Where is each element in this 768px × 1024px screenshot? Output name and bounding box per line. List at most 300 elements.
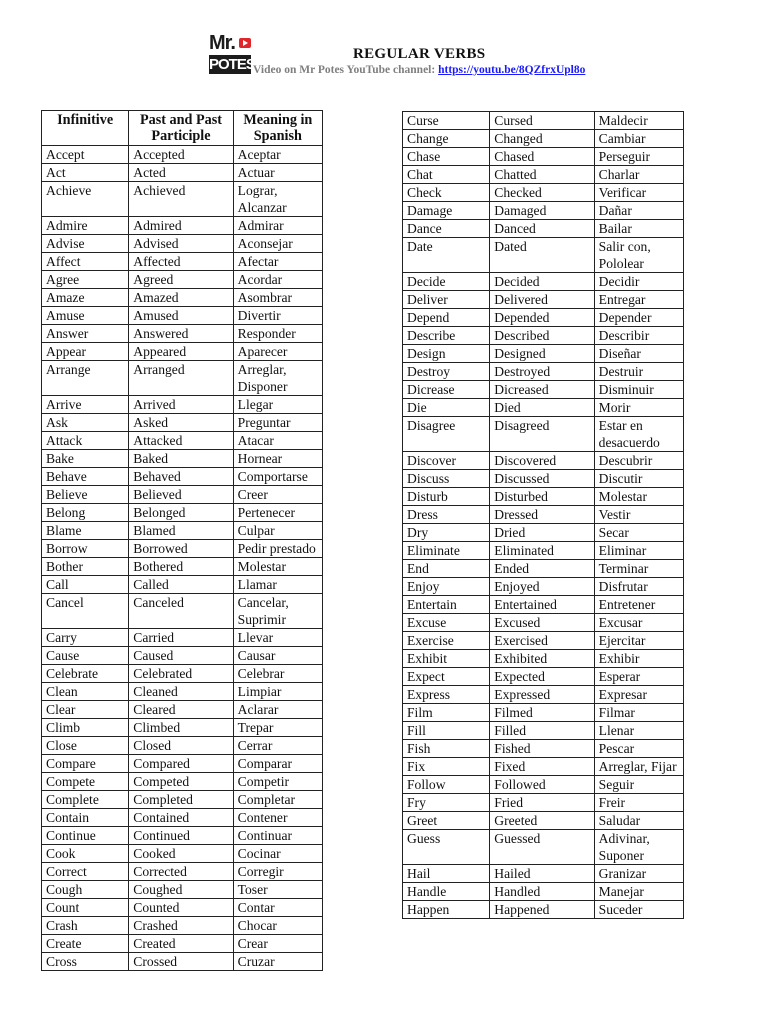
table-row	[42, 773, 323, 791]
table-row	[403, 452, 684, 470]
cell-past: Hailed	[490, 865, 594, 883]
cell-spanish: Disfrutar	[594, 578, 683, 596]
cell-past: Fished	[490, 740, 594, 758]
table-row	[42, 432, 323, 450]
cell-infinitive: Discuss	[403, 470, 490, 488]
cell-infinitive: Fill	[403, 722, 490, 740]
cell-past: Fried	[490, 794, 594, 812]
table-row	[403, 381, 684, 399]
cell-infinitive: Check	[403, 184, 490, 202]
cell-spanish: Contener	[233, 809, 322, 827]
table-row	[403, 542, 684, 560]
table-row	[42, 594, 323, 629]
cell-past: Expressed	[490, 686, 594, 704]
cell-infinitive: Exhibit	[403, 650, 490, 668]
table-row	[403, 722, 684, 740]
table-row	[42, 827, 323, 845]
table-row	[403, 166, 684, 184]
cell-spanish: Causar	[233, 647, 322, 665]
cell-spanish: Depender	[594, 309, 683, 327]
table-row	[42, 253, 323, 271]
cell-infinitive: Continue	[42, 827, 129, 845]
table-row	[403, 184, 684, 202]
cell-infinitive: Disagree	[403, 417, 490, 452]
table-row	[42, 307, 323, 325]
cell-spanish: Comparar	[233, 755, 322, 773]
cell-spanish: Llamar	[233, 576, 322, 594]
cell-spanish: Diseñar	[594, 345, 683, 363]
cell-past: Eliminated	[490, 542, 594, 560]
table-row	[403, 830, 684, 865]
table-row	[42, 809, 323, 827]
cell-infinitive: Chat	[403, 166, 490, 184]
table-row	[403, 220, 684, 238]
cell-past: Baked	[129, 450, 233, 468]
cell-infinitive: Curse	[403, 112, 490, 130]
cell-spanish: Cancelar, Suprimir	[233, 594, 322, 629]
cell-past: Attacked	[129, 432, 233, 450]
cell-past: Designed	[490, 345, 594, 363]
cell-spanish: Ejercitar	[594, 632, 683, 650]
cell-past: Described	[490, 327, 594, 345]
table-row	[42, 414, 323, 432]
logo-mr-text: Mr.	[209, 32, 235, 54]
cell-infinitive: Admire	[42, 217, 129, 235]
cell-infinitive: Agree	[42, 271, 129, 289]
cell-infinitive: Decide	[403, 273, 490, 291]
cell-past: Exhibited	[490, 650, 594, 668]
cell-past: Caused	[129, 647, 233, 665]
cell-spanish: Aclarar	[233, 701, 322, 719]
cell-past: Handled	[490, 883, 594, 901]
cell-past: Dicreased	[490, 381, 594, 399]
cell-spanish: Excusar	[594, 614, 683, 632]
cell-spanish: Dañar	[594, 202, 683, 220]
cell-past: Cursed	[490, 112, 594, 130]
cell-infinitive: Behave	[42, 468, 129, 486]
left-table-body	[42, 146, 323, 971]
table-row	[42, 719, 323, 737]
table-row	[42, 863, 323, 881]
cell-spanish: Culpar	[233, 522, 322, 540]
cell-infinitive: Dress	[403, 506, 490, 524]
cell-spanish: Eliminar	[594, 542, 683, 560]
table-row	[42, 343, 323, 361]
cell-spanish: Granizar	[594, 865, 683, 883]
cell-spanish: Secar	[594, 524, 683, 542]
cell-past: Died	[490, 399, 594, 417]
table-row	[403, 238, 684, 273]
cell-spanish: Contar	[233, 899, 322, 917]
cell-spanish: Limpiar	[233, 683, 322, 701]
cell-spanish: Cerrar	[233, 737, 322, 755]
page-title: REGULAR VERBS	[353, 46, 486, 62]
table-row	[42, 146, 323, 164]
cell-infinitive: Fix	[403, 758, 490, 776]
cell-spanish: Completar	[233, 791, 322, 809]
table-row	[42, 235, 323, 253]
cell-spanish: Bailar	[594, 220, 683, 238]
cell-infinitive: Compete	[42, 773, 129, 791]
table-row	[403, 686, 684, 704]
cell-spanish: Suceder	[594, 901, 683, 919]
table-row	[42, 504, 323, 522]
cell-infinitive: Affect	[42, 253, 129, 271]
cell-spanish: Pedir prestado	[233, 540, 322, 558]
cell-spanish: Molestar	[594, 488, 683, 506]
cell-spanish: Descubrir	[594, 452, 683, 470]
logo-top	[209, 34, 251, 55]
table-row	[403, 578, 684, 596]
table-row	[403, 202, 684, 220]
cell-past: Amazed	[129, 289, 233, 307]
cell-infinitive: Complete	[42, 791, 129, 809]
cell-past: Blamed	[129, 522, 233, 540]
table-row	[403, 470, 684, 488]
cell-spanish: Hornear	[233, 450, 322, 468]
cell-past: Disagreed	[490, 417, 594, 452]
cell-spanish: Responder	[233, 325, 322, 343]
cell-past: Advised	[129, 235, 233, 253]
cell-infinitive: Correct	[42, 863, 129, 881]
cell-past: Destroyed	[490, 363, 594, 381]
cell-past: Crossed	[129, 953, 233, 971]
cell-spanish: Acordar	[233, 271, 322, 289]
cell-infinitive: Fry	[403, 794, 490, 812]
cell-past: Entertained	[490, 596, 594, 614]
table-row	[403, 112, 684, 130]
table-row	[42, 701, 323, 719]
cell-spanish: Saludar	[594, 812, 683, 830]
cell-infinitive: Eliminate	[403, 542, 490, 560]
cell-spanish: Salir con, Pololear	[594, 238, 683, 273]
cell-infinitive: Excuse	[403, 614, 490, 632]
cell-infinitive: Exercise	[403, 632, 490, 650]
cell-past: Dated	[490, 238, 594, 273]
cell-spanish: Trepar	[233, 719, 322, 737]
table-row	[403, 632, 684, 650]
table-row	[42, 289, 323, 307]
cell-past: Admired	[129, 217, 233, 235]
cell-spanish: Chocar	[233, 917, 322, 935]
cell-past: Danced	[490, 220, 594, 238]
cell-past: Acted	[129, 164, 233, 182]
cell-infinitive: Accept	[42, 146, 129, 164]
cell-past: Chatted	[490, 166, 594, 184]
table-row	[403, 327, 684, 345]
cell-infinitive: Carry	[42, 629, 129, 647]
cell-spanish: Crear	[233, 935, 322, 953]
table-row	[42, 576, 323, 594]
cell-spanish: Arreglar, Disponer	[233, 361, 322, 396]
cell-infinitive: Answer	[42, 325, 129, 343]
table-row	[403, 363, 684, 381]
cell-spanish: Verificar	[594, 184, 683, 202]
table-row	[42, 325, 323, 343]
cell-past: Contained	[129, 809, 233, 827]
cell-past: Greeted	[490, 812, 594, 830]
cell-infinitive: Expect	[403, 668, 490, 686]
table-row	[42, 450, 323, 468]
cell-spanish: Freir	[594, 794, 683, 812]
cell-spanish: Llegar	[233, 396, 322, 414]
cell-infinitive: Deliver	[403, 291, 490, 309]
cell-spanish: Toser	[233, 881, 322, 899]
cell-infinitive: Dicrease	[403, 381, 490, 399]
cell-infinitive: Entertain	[403, 596, 490, 614]
cell-past: Followed	[490, 776, 594, 794]
cell-past: Dressed	[490, 506, 594, 524]
cell-spanish: Corregir	[233, 863, 322, 881]
cell-infinitive: Follow	[403, 776, 490, 794]
table-row	[403, 865, 684, 883]
cell-infinitive: Climb	[42, 719, 129, 737]
table-row	[403, 901, 684, 919]
cell-past: Exercised	[490, 632, 594, 650]
mr-potes-logo	[209, 32, 255, 74]
cell-spanish: Vestir	[594, 506, 683, 524]
cell-past: Decided	[490, 273, 594, 291]
cell-infinitive: Discover	[403, 452, 490, 470]
cell-spanish: Maldecir	[594, 112, 683, 130]
cell-spanish: Aparecer	[233, 343, 322, 361]
cell-infinitive: Believe	[42, 486, 129, 504]
cell-infinitive: Greet	[403, 812, 490, 830]
cell-spanish: Entregar	[594, 291, 683, 309]
cell-past: Completed	[129, 791, 233, 809]
cell-past: Agreed	[129, 271, 233, 289]
cell-infinitive: Attack	[42, 432, 129, 450]
cell-infinitive: Bother	[42, 558, 129, 576]
cell-infinitive: Act	[42, 164, 129, 182]
header-past: Past and Past Participle	[129, 111, 233, 146]
cell-past: Discussed	[490, 470, 594, 488]
table-row	[42, 217, 323, 235]
table-row	[42, 737, 323, 755]
table-row	[403, 704, 684, 722]
cell-spanish: Preguntar	[233, 414, 322, 432]
cell-past: Cooked	[129, 845, 233, 863]
cell-infinitive: Create	[42, 935, 129, 953]
header-spanish: Meaning in Spanish	[233, 111, 322, 146]
cell-past: Competed	[129, 773, 233, 791]
cell-spanish: Atacar	[233, 432, 322, 450]
cell-past: Expected	[490, 668, 594, 686]
subtitle-text: Video on Mr Potes YouTube channel:	[253, 64, 439, 76]
cell-past: Borrowed	[129, 540, 233, 558]
cell-spanish: Aconsejar	[233, 235, 322, 253]
table-row	[403, 506, 684, 524]
cell-infinitive: Amuse	[42, 307, 129, 325]
cell-spanish: Adivinar, Suponer	[594, 830, 683, 865]
cell-spanish: Cambiar	[594, 130, 683, 148]
cell-spanish: Manejar	[594, 883, 683, 901]
table-row	[403, 524, 684, 542]
cell-spanish: Seguir	[594, 776, 683, 794]
cell-infinitive: Advise	[42, 235, 129, 253]
cell-past: Compared	[129, 755, 233, 773]
cell-spanish: Filmar	[594, 704, 683, 722]
cell-past: Belonged	[129, 504, 233, 522]
table-row	[42, 845, 323, 863]
cell-past: Appeared	[129, 343, 233, 361]
cell-infinitive: Cough	[42, 881, 129, 899]
cell-past: Arranged	[129, 361, 233, 396]
cell-spanish: Decidir	[594, 273, 683, 291]
cell-past: Counted	[129, 899, 233, 917]
cell-infinitive: Arrange	[42, 361, 129, 396]
cell-past: Crashed	[129, 917, 233, 935]
table-row	[42, 182, 323, 217]
cell-past: Arrived	[129, 396, 233, 414]
table-row	[403, 794, 684, 812]
cell-spanish: Actuar	[233, 164, 322, 182]
cell-infinitive: Fish	[403, 740, 490, 758]
cell-spanish: Pescar	[594, 740, 683, 758]
cell-past: Achieved	[129, 182, 233, 217]
cell-past: Ended	[490, 560, 594, 578]
cell-infinitive: Belong	[42, 504, 129, 522]
cell-infinitive: Disturb	[403, 488, 490, 506]
verbs-table-left	[41, 110, 323, 971]
cell-infinitive: Clear	[42, 701, 129, 719]
table-row	[403, 148, 684, 166]
cell-past: Fixed	[490, 758, 594, 776]
cell-past: Dried	[490, 524, 594, 542]
cell-infinitive: Film	[403, 704, 490, 722]
cell-past: Amused	[129, 307, 233, 325]
cell-past: Delivered	[490, 291, 594, 309]
table-row	[42, 629, 323, 647]
right-table-body	[403, 112, 684, 919]
cell-spanish: Llevar	[233, 629, 322, 647]
cell-spanish: Exhibir	[594, 650, 683, 668]
cell-spanish: Charlar	[594, 166, 683, 184]
cell-spanish: Expresar	[594, 686, 683, 704]
cell-infinitive: Design	[403, 345, 490, 363]
cell-infinitive: Blame	[42, 522, 129, 540]
cell-past: Checked	[490, 184, 594, 202]
cell-infinitive: Ask	[42, 414, 129, 432]
cell-past: Excused	[490, 614, 594, 632]
table-row	[403, 488, 684, 506]
table-row	[42, 468, 323, 486]
cell-infinitive: Die	[403, 399, 490, 417]
cell-past: Climbed	[129, 719, 233, 737]
cell-past: Closed	[129, 737, 233, 755]
cell-infinitive: Close	[42, 737, 129, 755]
table-row	[42, 935, 323, 953]
cell-infinitive: Hail	[403, 865, 490, 883]
cell-past: Affected	[129, 253, 233, 271]
table-row	[42, 522, 323, 540]
cell-infinitive: Enjoy	[403, 578, 490, 596]
table-row	[42, 665, 323, 683]
cell-past: Created	[129, 935, 233, 953]
cell-past: Bothered	[129, 558, 233, 576]
cell-past: Depended	[490, 309, 594, 327]
table-row	[42, 755, 323, 773]
cell-infinitive: Damage	[403, 202, 490, 220]
cell-past: Behaved	[129, 468, 233, 486]
cell-spanish: Describir	[594, 327, 683, 345]
cell-spanish: Admirar	[233, 217, 322, 235]
cell-spanish: Comportarse	[233, 468, 322, 486]
cell-past: Corrected	[129, 863, 233, 881]
cell-infinitive: Arrive	[42, 396, 129, 414]
table-row	[403, 614, 684, 632]
cell-past: Damaged	[490, 202, 594, 220]
cell-past: Celebrated	[129, 665, 233, 683]
cell-infinitive: Guess	[403, 830, 490, 865]
cell-past: Filled	[490, 722, 594, 740]
cell-past: Believed	[129, 486, 233, 504]
cell-infinitive: Crash	[42, 917, 129, 935]
cell-spanish: Entretener	[594, 596, 683, 614]
cell-spanish: Celebrar	[233, 665, 322, 683]
table-row	[403, 650, 684, 668]
cell-past: Called	[129, 576, 233, 594]
cell-infinitive: Call	[42, 576, 129, 594]
cell-spanish: Asombrar	[233, 289, 322, 307]
cell-spanish: Arreglar, Fijar	[594, 758, 683, 776]
cell-infinitive: Change	[403, 130, 490, 148]
cell-infinitive: Contain	[42, 809, 129, 827]
cell-infinitive: Compare	[42, 755, 129, 773]
table-row	[42, 917, 323, 935]
table-row	[403, 776, 684, 794]
cell-infinitive: Depend	[403, 309, 490, 327]
table-row	[42, 899, 323, 917]
verbs-table-right	[402, 111, 684, 919]
cell-infinitive: Dry	[403, 524, 490, 542]
youtube-play-icon	[239, 38, 251, 48]
table-row	[403, 345, 684, 363]
cell-infinitive: Cause	[42, 647, 129, 665]
table-header-row	[42, 111, 323, 146]
cell-spanish: Continuar	[233, 827, 322, 845]
table-row	[42, 271, 323, 289]
cell-past: Canceled	[129, 594, 233, 629]
cell-infinitive: Cook	[42, 845, 129, 863]
header-infinitive: Infinitive	[42, 111, 129, 146]
cell-infinitive: Handle	[403, 883, 490, 901]
cell-spanish: Competir	[233, 773, 322, 791]
table-row	[42, 540, 323, 558]
table-row	[403, 130, 684, 148]
cell-infinitive: Bake	[42, 450, 129, 468]
cell-past: Chased	[490, 148, 594, 166]
table-row	[42, 558, 323, 576]
table-row	[42, 396, 323, 414]
table-row	[403, 812, 684, 830]
cell-spanish: Destruir	[594, 363, 683, 381]
cell-past: Filmed	[490, 704, 594, 722]
table-row	[42, 647, 323, 665]
cell-past: Continued	[129, 827, 233, 845]
cell-past: Carried	[129, 629, 233, 647]
table-row	[42, 164, 323, 182]
cell-infinitive: Clean	[42, 683, 129, 701]
cell-spanish: Morir	[594, 399, 683, 417]
cell-infinitive: Describe	[403, 327, 490, 345]
table-row	[403, 399, 684, 417]
cell-spanish: Discutir	[594, 470, 683, 488]
cell-infinitive: Celebrate	[42, 665, 129, 683]
table-row	[403, 596, 684, 614]
youtube-link[interactable]: https://youtu.be/8QZfrxUpl8o	[438, 64, 586, 76]
cell-spanish: Cocinar	[233, 845, 322, 863]
